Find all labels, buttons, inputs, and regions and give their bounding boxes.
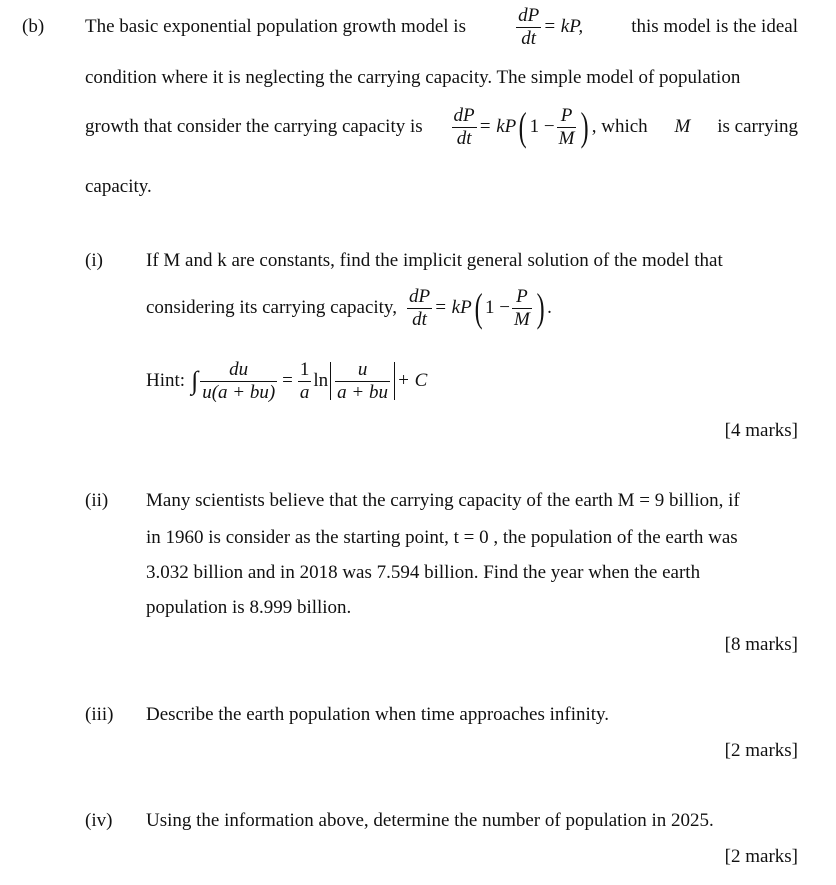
q-i-label: (i): [85, 250, 103, 271]
hint-equals: =: [282, 370, 293, 392]
q-i-eq-m: M: [513, 308, 530, 330]
hint-denominator: u(a + bu): [202, 381, 276, 403]
eq2-denominator: dt: [456, 127, 472, 149]
q-i-right-paren: ): [536, 285, 545, 331]
q-i-line-2: [146, 287, 552, 330]
q-i-line-2-end: .: [547, 296, 552, 318]
part-b-line-3-tail: is carrying: [717, 116, 798, 138]
logistic-model-equation: [450, 106, 648, 149]
part-b-line-3-start: growth that consider the carrying capacity is: [85, 116, 423, 138]
eq1-denominator: dt: [521, 27, 537, 49]
part-b-line-3-which: , which: [591, 115, 648, 137]
hint-coef-denominator: a: [299, 381, 310, 403]
q-i-eq-denominator: dt: [412, 308, 427, 330]
hint-abs-numerator: u: [335, 360, 390, 382]
q-ii-line-2-text: in 1960 is consider as the starting point, t = 0 , the population of the earth was: [146, 527, 738, 548]
q-i-marks: [4 marks]: [724, 420, 798, 441]
q-ii-line-1-text: Many scientists believe that the carrying capacity of the earth M = 9 billion, if: [146, 490, 740, 511]
left-paren: (: [518, 104, 527, 150]
q-i-eq-numerator: dP: [408, 286, 431, 307]
eq2-m: M: [558, 127, 575, 149]
eq1-numerator: dP: [518, 5, 540, 26]
q-ii-line-4: population is 8.999 billion.: [146, 597, 352, 618]
q-i-line-1-text: If M and k are constants, find the implicit general solution of the model that: [146, 250, 723, 271]
q-i-line-2-start: considering its carrying capacity,: [146, 297, 397, 319]
eq2-kp: = kP: [478, 115, 517, 137]
hint-numerator: du: [200, 360, 277, 382]
integral-sign: ∫: [191, 366, 199, 396]
q-ii-line-3: [146, 562, 798, 584]
eq2-numerator: dP: [453, 105, 475, 126]
q-iii-marks: [2 marks]: [724, 740, 798, 761]
q-ii-line-2: [146, 527, 798, 549]
part-b-label: (b): [22, 16, 45, 37]
hint-abs-denominator: a + bu: [337, 381, 388, 403]
part-b-line-3-var: M: [674, 116, 691, 138]
q-i-eq-p: P: [512, 287, 532, 309]
part-b-line-3: [85, 106, 798, 149]
q-i-left-paren: (: [474, 285, 483, 331]
q-i-eq-one-minus: 1 −: [485, 296, 510, 318]
part-b-line-4: capacity.: [85, 176, 152, 197]
part-b-line-1-end: this model is the ideal: [631, 16, 798, 38]
q-iii-label: (iii): [85, 704, 114, 725]
q-i-equation: [405, 287, 552, 330]
q-ii-line-1: [146, 490, 798, 512]
q-ii-line-3-text: 3.032 billion and in 2018 was 7.594 billion. Find the year when the earth: [146, 562, 701, 583]
q-i-eq-kp: = kP: [434, 296, 472, 318]
q-iv-text: Using the information above, determine the number of population in 2025.: [146, 810, 714, 831]
hint-coef-numerator: 1: [299, 359, 310, 380]
q-ii-marks: [8 marks]: [724, 634, 798, 655]
abs-bar-left: [330, 362, 331, 400]
part-b-line-2-text: condition where it is neglecting the carrying capacity. The simple model of population: [85, 67, 741, 88]
part-b-line-2: [85, 67, 798, 89]
hint-label: Hint:: [146, 370, 186, 392]
right-paren: ): [581, 104, 590, 150]
q-iii-text: Describe the earth population when time approaches infinity.: [146, 704, 610, 725]
q-iv-label: (iv): [85, 810, 113, 831]
q-ii-label: (ii): [85, 490, 109, 511]
part-b-line-1-start: The basic exponential population growth model is: [85, 16, 466, 38]
hint-constant: + C: [397, 370, 428, 392]
exponential-model-equation: [514, 6, 583, 49]
q-iv-marks: [2 marks]: [724, 846, 798, 867]
eq1-rhs: = kP,: [543, 15, 584, 37]
q-i-hint: [146, 360, 427, 403]
part-b-line-1: [85, 6, 798, 49]
eq2-one-minus: 1 −: [529, 115, 555, 137]
abs-bar-right: [394, 362, 395, 400]
hint-ln: ln: [313, 370, 329, 392]
eq2-p: P: [557, 106, 577, 128]
q-i-line-1: [146, 250, 798, 272]
